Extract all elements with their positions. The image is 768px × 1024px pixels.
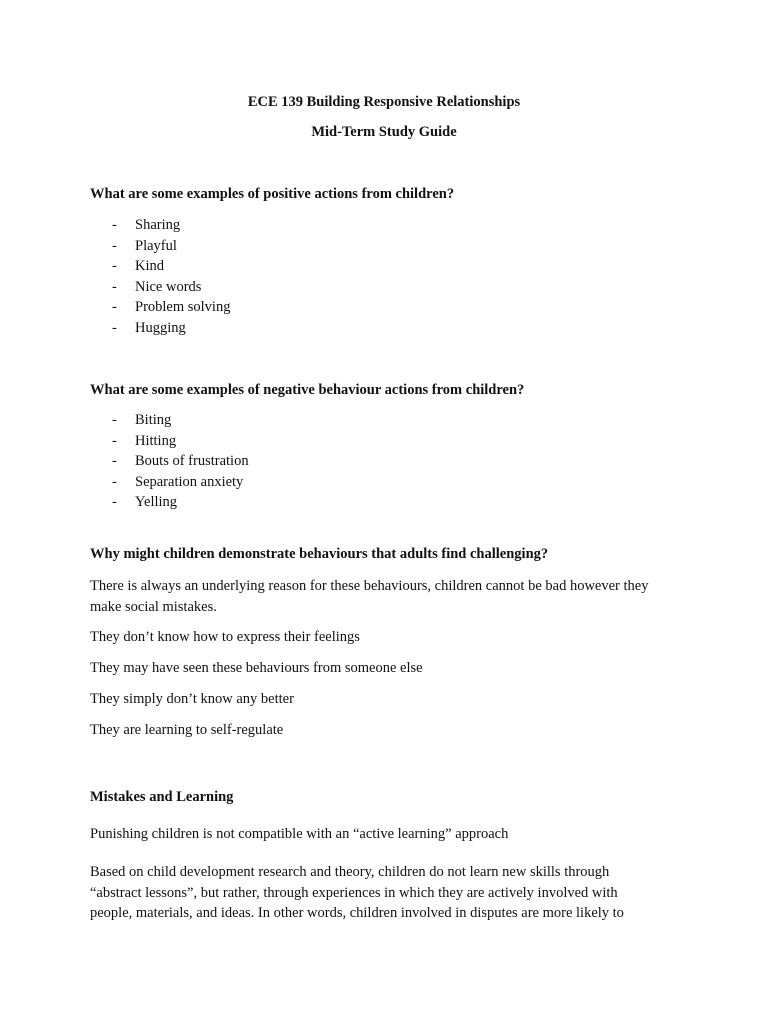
paragraph: They don’t know how to express their feelings bbox=[90, 629, 360, 645]
paragraph: Based on child development research and theory, children do not learn new skills through “abstract lessons”, but rather, through experiences in which they are actively involved with people, materials, and ideas. In other words, children involved in disputes are more likely to bbox=[90, 864, 624, 921]
section-heading-challenging-behaviours: Why might children demonstrate behaviours that adults find challenging? bbox=[90, 546, 549, 562]
paragraph: They simply don’t know any better bbox=[90, 691, 294, 707]
paragraph: They may have seen these behaviours from someone else bbox=[90, 660, 423, 676]
bullet-dash: - bbox=[112, 258, 117, 274]
list-item-text: Sharing bbox=[135, 217, 181, 233]
list-item-text: Yelling bbox=[135, 494, 178, 510]
list-item-text: Bouts of frustration bbox=[135, 453, 249, 469]
list-item-text: Separation anxiety bbox=[135, 473, 244, 490]
bullet-dash: - bbox=[112, 494, 117, 510]
document-subtitle: Mid-Term Study Guide bbox=[311, 124, 457, 140]
list-item-text: Hitting bbox=[135, 432, 177, 449]
paragraph: There is always an underlying reason for these behaviours, children cannot be bad however they make social mistakes. bbox=[90, 578, 649, 615]
section-heading-negative-actions: What are some examples of negative behaviour actions from children? bbox=[90, 382, 525, 398]
bullet-dash: - bbox=[112, 299, 117, 315]
bullet-dash: - bbox=[112, 453, 117, 469]
bullet-dash: - bbox=[112, 319, 117, 336]
section-heading-mistakes-learning: Mistakes and Learning bbox=[90, 789, 234, 805]
bullet-dash: - bbox=[112, 412, 117, 428]
list-item-text: Problem solving bbox=[135, 299, 231, 315]
bullet-dash: - bbox=[112, 217, 117, 233]
bullet-dash: - bbox=[112, 432, 117, 449]
list-item-text: Kind bbox=[135, 258, 164, 274]
paragraph: They are learning to self-regulate bbox=[90, 722, 284, 738]
list-item-text: Biting bbox=[135, 412, 172, 428]
bullet-dash: - bbox=[112, 278, 117, 295]
paragraph: Punishing children is not compatible with an “active learning” approach bbox=[90, 826, 509, 842]
list-item-text: Playful bbox=[135, 237, 177, 254]
document-title: ECE 139 Building Responsive Relationships bbox=[247, 94, 521, 110]
list-item-text: Hugging bbox=[135, 319, 186, 336]
section-heading-positive-actions: What are some examples of positive actions from children? bbox=[90, 186, 455, 202]
bullet-dash: - bbox=[112, 237, 117, 254]
list-item-text: Nice words bbox=[135, 278, 202, 295]
bullet-dash: - bbox=[112, 473, 117, 490]
